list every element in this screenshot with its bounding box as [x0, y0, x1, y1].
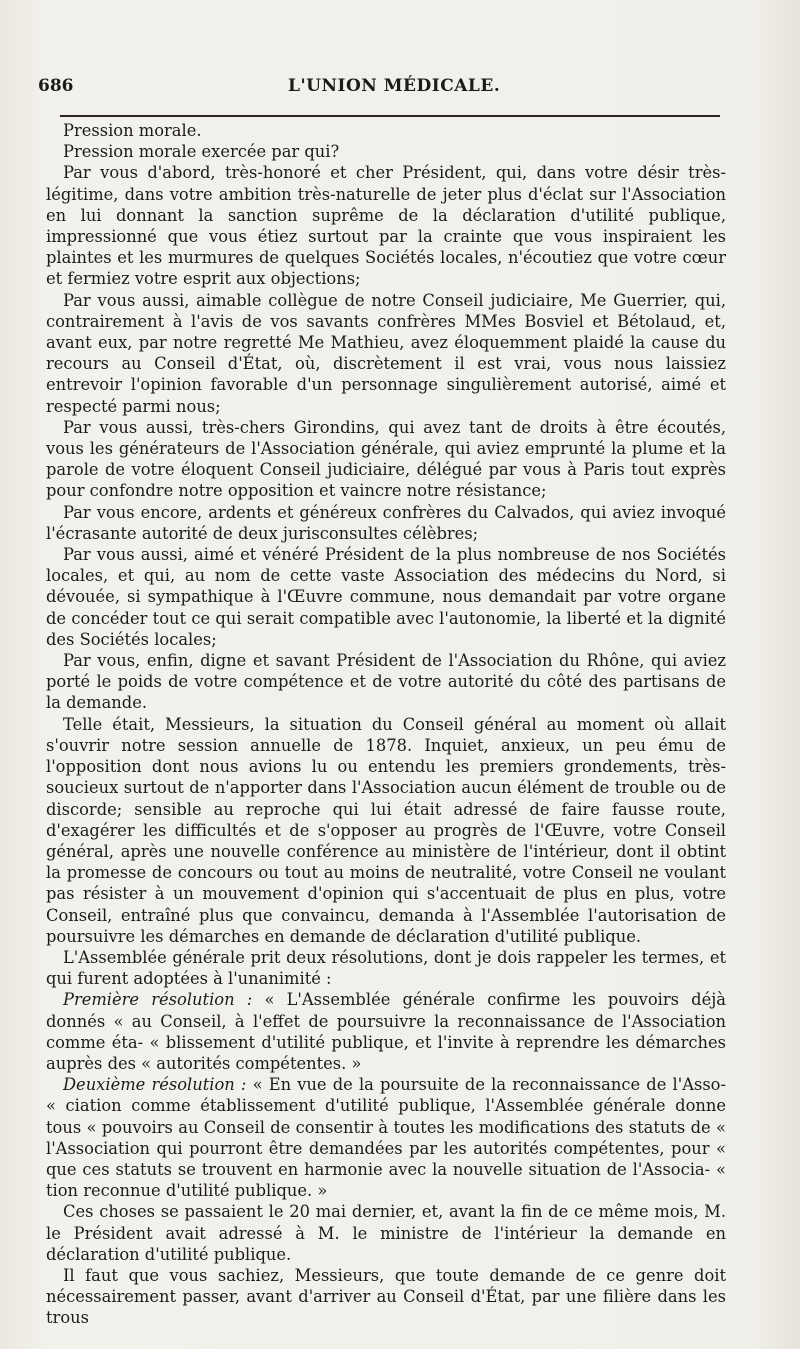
paragraph: Par vous, enfin, digne et savant Président de l'Association du Rhône, qui aviez porté le poids de votre compétence et de votre autorité du côté des partisans de la demande.	[46, 651, 726, 713]
resolution-label: Première résolution :	[63, 990, 253, 1010]
paragraph: Par vous aussi, aimable collègue de notre Conseil judiciaire, Me Guerrier, qui, contrairement à l'avis de vos savants confrères MMes Bosviel et Bétolaud, et, avant eux, par notre regretté Me Mathieu, avez éloquemment plaidé la cause du recours au Conseil d'État, où, discrètement il est vrai, vous nous laissiez entrevoir l'opinion favorable d'un personnage singulièrement autorisé, aimé et respecté parmi nous;	[46, 290, 726, 416]
paragraph: Il faut que vous sachiez, Messieurs, que toute demande de ce genre doit nécessairement passer, avant d'arriver au Conseil d'État, par une filière dans les trous	[46, 1265, 726, 1328]
body-text	[46, 120, 726, 1329]
paragraph: Pression morale exercée par qui?	[63, 142, 340, 162]
paragraph: Par vous aussi, très-chers Girondins, qui avez tant de droits à être écoutés, vous les générateurs de l'Association générale, qui aviez emprunté la plume et la parole de votre éloquent Conseil judiciaire, délégué par vous à Paris tout exprès pour confondre notre opposition et vaincre notre résistance;	[46, 417, 726, 501]
paragraph: Par vous aussi, aimé et vénéré Président de la plus nombreuse de nos Sociétés locales, et qui, au nom de cette vaste Association des médecins du Nord, si dévouée, si sympathique à l'Œuvre commune, nous demandait par votre organe de concéder tout ce qui serait compatible avec l'autonomie, la liberté et la dignité des Sociétés locales;	[46, 545, 726, 649]
paragraph: L'Assemblée générale prit deux résolutions, dont je dois rappeler les termes, et qui furent adoptées à l'unanimité :	[46, 947, 726, 989]
page-number: 686	[38, 76, 74, 96]
paragraph: Pression morale.	[63, 121, 202, 140]
paragraph: Par vous encore, ardents et généreux confrères du Calvados, qui aviez invoqué l'écrasante autorité de deux jurisconsultes célèbres;	[46, 502, 726, 543]
running-head: L'UNION MÉDICALE.	[288, 76, 501, 96]
resolution-label: Deuxième résolution :	[63, 1075, 247, 1095]
resolution-paragraph	[46, 1074, 726, 1201]
paragraph: Par vous d'abord, très-honoré et cher Président, qui, dans votre désir très-légitime, dans votre ambition très-naturelle de jeter plus d'éclat sur l'Association en lui donnant la sanction suprême de la déclaration d'utilité publique, impressionné que vous étiez surtout par la crainte que vous inspiraient les plaintes et les murmures de quelques Sociétés locales, n'écoutiez que votre cœur et fermiez votre esprit aux objections;	[46, 163, 726, 289]
paragraph: Telle était, Messieurs, la situation du Conseil général au moment où allait s'ouvrir notre session annuelle de 1878. Inquiet, anxieux, un peu ému de l'opposition dont nous avions lu ou entendu les premiers grondements, très-soucieux surtout de n'apporter dans l'Association aucun élément de trouble ou de discorde; sensible au reproche qui lui était adressé de faire fausse route, d'exagérer les difficultés et de s'opposer au progrès de l'Œuvre, votre Conseil général, après une nouvelle conférence au ministère de l'intérieur, dont il obtint la promesse de concours ou tout au moins de neutralité, votre Conseil ne voulant pas résister à un mouvement d'opinion qui s'accentuait de plus en plus, votre Conseil, entraîné plus que convaincu, demanda à l'Assemblée l'autorisation de poursuivre les démarches en demande de déclaration d'utilité publique.	[46, 714, 726, 946]
resolution-paragraph	[46, 989, 726, 1074]
page-header	[38, 76, 720, 102]
resolution-text: « En vue de la poursuite de la reconnaissance de l'Asso- « ciation comme établissement d'utilité publique, l'Assemblée générale donne tous « pouvoirs au Conseil de consentir à toutes les modifications des statuts de « l'Association qui pourront être demandées par les autorités compétentes, pour « que ces statuts se trouvent en harmonie avec la nouvelle situation de l'Associa- « tion reconnue d'utilité publique. »	[46, 1075, 726, 1201]
paragraph: Ces choses se passaient le 20 mai dernier, et, avant la fin de ce même mois, M. le Président avait adressé à M. le ministre de l'intérieur la demande en déclaration d'utilité publique.	[46, 1202, 726, 1264]
header-rule	[60, 115, 720, 117]
resolution-text: « L'Assemblée générale confirme les pouvoirs déjà donnés « au Conseil, à l'effet de poursuivre la reconnaissance de l'Association comme éta- « blissement d'utilité publique, et l'invite à reprendre les démarches auprès des « autorités compétentes. »	[46, 990, 726, 1073]
